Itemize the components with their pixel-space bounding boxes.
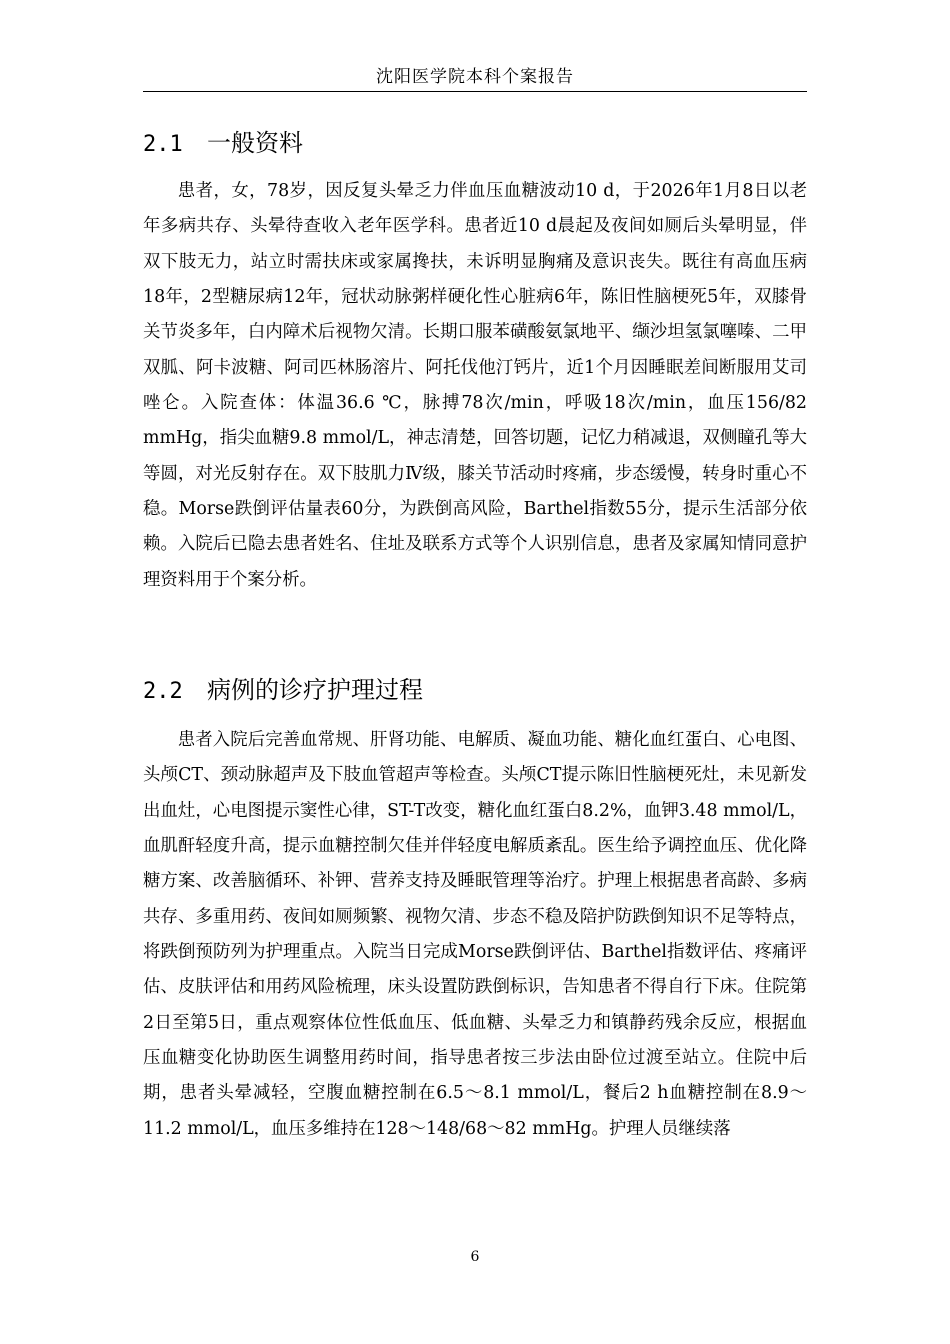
page-number: 6	[470, 1249, 480, 1265]
header-rule	[143, 91, 807, 92]
section-number: 2.1	[143, 132, 183, 157]
section-heading-2-2	[143, 674, 423, 708]
section-title: 一般资料	[207, 129, 303, 157]
treatment-process-paragraph: 患者入院后完善血常规、肝肾功能、电解质、凝血功能、糖化血红蛋白、心电图、头颅CT、颈动脉超声及下肢血管超声等检查。头颅CT提示陈旧性脑梗死灶，未见新发出血灶，心电图提示窦性心律，ST-T改变，糖化血红蛋白8.2%，血钾3.48 mmol/L，血肌酐轻度升高，提示血糖控制欠佳并伴轻度电解质紊乱。医生给予调控血压、优化降糖方案、改善脑循环、补钾、营养支持及睡眠管理等治疗。护理上根据患者高龄、多病共存、多重用药、夜间如厕频繁、视物欠清、步态不稳及陪护防跌倒知识不足等特点，将跌倒预防列为护理重点。入院当日完成Morse跌倒评估、Barthel指数评估、疼痛评估、皮肤评估和用药风险梳理，床头设置防跌倒标识，告知患者不得自行下床。住院第2日至第5日，重点观察体位性低血压、低血糖、头晕乏力和镇静药残余反应，根据血压血糖变化协助医生调整用药时间，指导患者按三步法由卧位过渡至站立。住院中后期，患者头晕减轻，空腹血糖控制在6.5～8.1 mmol/L，餐后2 h血糖控制在8.9～11.2 mmol/L，血压多维持在128～148/68～82 mmHg。护理人员继续落	[143, 730, 807, 1139]
section-title: 病例的诊疗护理过程	[207, 676, 423, 704]
running-header: 沈阳医学院本科个案报告	[376, 67, 574, 87]
section-heading-2-1	[143, 127, 303, 161]
section-number: 2.2	[143, 679, 183, 704]
general-information-paragraph: 患者，女，78岁，因反复头晕乏力伴血压血糖波动10 d，于2026年1月8日以老年多病共存、头晕待查收入老年医学科。患者近10 d晨起及夜间如厕后头晕明显，伴双下肢无力，站立时需扶床或家属搀扶，未诉明显胸痛及意识丧失。既往有高血压病18年，2型糖尿病12年，冠状动脉粥样硬化性心脏病6年，陈旧性脑梗死5年，双膝骨关节炎多年，白内障术后视物欠清。长期口服苯磺酸氨氯地平、缬沙坦氢氯噻嗪、二甲双胍、阿卡波糖、阿司匹林肠溶片、阿托伐他汀钙片，近1个月因睡眠差间断服用艾司唑仑。入院查体：体温36.6 ℃，脉搏78次/min，呼吸18次/min，血压156/82 mmHg，指尖血糖9.8 mmol/L，神志清楚，回答切题，记忆力稍减退，双侧瞳孔等大等圆，对光反射存在。双下肢肌力Ⅳ级，膝关节活动时疼痛，步态缓慢，转身时重心不稳。Morse跌倒评估量表60分，为跌倒高风险，Barthel指数55分，提示生活部分依赖。入院后已隐去患者姓名、住址及联系方式等个人识别信息，患者及家属知情同意护理资料用于个案分析。	[143, 181, 807, 590]
